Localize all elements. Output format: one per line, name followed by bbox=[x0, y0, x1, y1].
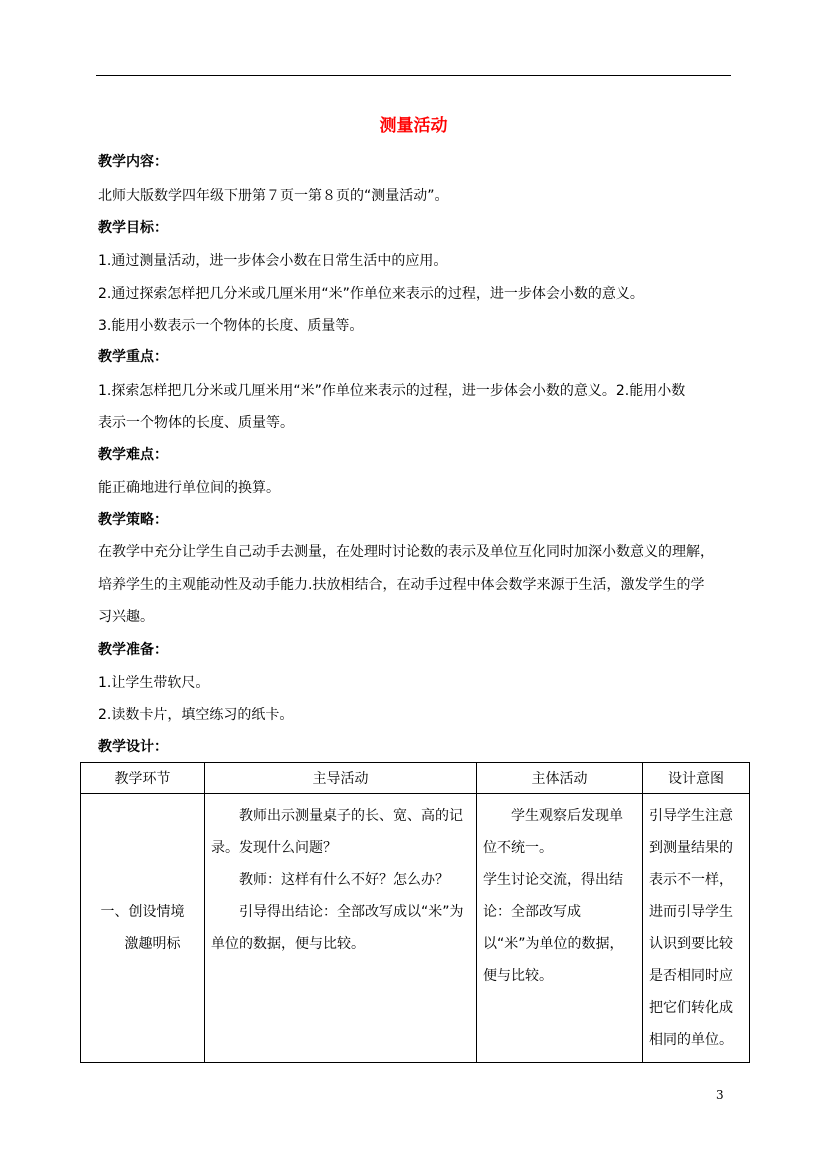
main-text-1: 学生观察后发现单位不统一。 bbox=[483, 808, 623, 856]
strategy-line-3: 习兴趣。 bbox=[98, 609, 154, 625]
goal-2: 2.通过探索怎样把几分米或几厘米用“米”作单位来表示的过程，进一步体会小数的意义。 bbox=[98, 286, 644, 302]
header-stage: 教学环节 bbox=[81, 763, 205, 794]
strategy-line-2: 培养学生的主观能动性及动手能力.扶放相结合，在动手过程中体会数学来源于生活，激发学生的学 bbox=[98, 577, 705, 593]
goal-3: 3.能用小数表示一个物体的长度、质量等。 bbox=[98, 318, 364, 334]
prep-1: 1.让学生带软尺。 bbox=[98, 675, 210, 691]
goal-1: 1.通过测量活动，进一步体会小数在日常生活中的应用。 bbox=[98, 253, 448, 269]
header-main-activity: 主体活动 bbox=[477, 763, 643, 794]
main-activity-cell bbox=[477, 794, 643, 1063]
prep-2: 2.读数卡片，填空练习的纸卡。 bbox=[98, 707, 294, 723]
content-text: 北师大版数学四年级下册第７页一第８页的“测量活动”。 bbox=[98, 188, 449, 204]
key-line-2: 表示一个物体的长度、质量等。 bbox=[98, 415, 294, 431]
difficulty-heading: 教学难点： bbox=[98, 447, 168, 463]
lead-text-1: 教师出示测量桌子的长、宽、高的记录。发现什么问题？ bbox=[211, 808, 463, 856]
header-intent: 设计意图 bbox=[643, 763, 750, 794]
key-line-1: 1.探索怎样把几分米或几厘米用“米”作单位来表示的过程，进一步体会小数的意义。2.能用小数 bbox=[98, 383, 686, 399]
goals-heading: 教学目标： bbox=[98, 220, 168, 236]
lead-activity-cell bbox=[205, 794, 477, 1063]
key-heading: 教学重点： bbox=[98, 349, 168, 365]
lead-text-2: 教师：这样有什么不好？怎么办？ bbox=[239, 872, 449, 888]
intent-cell bbox=[643, 794, 750, 1063]
prep-heading: 教学准备： bbox=[98, 642, 168, 658]
design-heading: 教学设计： bbox=[98, 739, 168, 755]
page-title: 测量活动 bbox=[379, 116, 448, 136]
page-number: 3 bbox=[716, 1088, 724, 1102]
table-row bbox=[81, 794, 750, 1063]
intent-text: 引导学生注意到测量结果的表示不一样，进而引导学生认识到要比较是否相同时应把它们转化成相同的单位。 bbox=[649, 808, 733, 1048]
main-text-2: 学生讨论交流，得出结论：全部改写成以“米”为单位的数据，便与比较。 bbox=[483, 872, 624, 984]
design-table bbox=[80, 762, 750, 1063]
header-lead-activity: 主导活动 bbox=[205, 763, 477, 794]
header-rule bbox=[96, 75, 731, 76]
content-heading: 教学内容： bbox=[98, 154, 168, 170]
table-header-row bbox=[81, 763, 750, 794]
stage-cell bbox=[81, 794, 205, 1063]
difficulty-text: 能正确地进行单位间的换算。 bbox=[98, 480, 280, 496]
stage-line-1: 一、创设情境 bbox=[100, 904, 185, 920]
lead-text-3: 引导得出结论：全部改写成以“米”为单位的数据，便与比较。 bbox=[211, 904, 464, 952]
strategy-heading: 教学策略： bbox=[98, 512, 168, 528]
strategy-line-1: 在教学中充分让学生自己动手去测量，在处理时讨论数的表示及单位互化同时加深小数意义的理解， bbox=[98, 544, 714, 560]
stage-line-2: 激趣明标 bbox=[124, 936, 181, 952]
